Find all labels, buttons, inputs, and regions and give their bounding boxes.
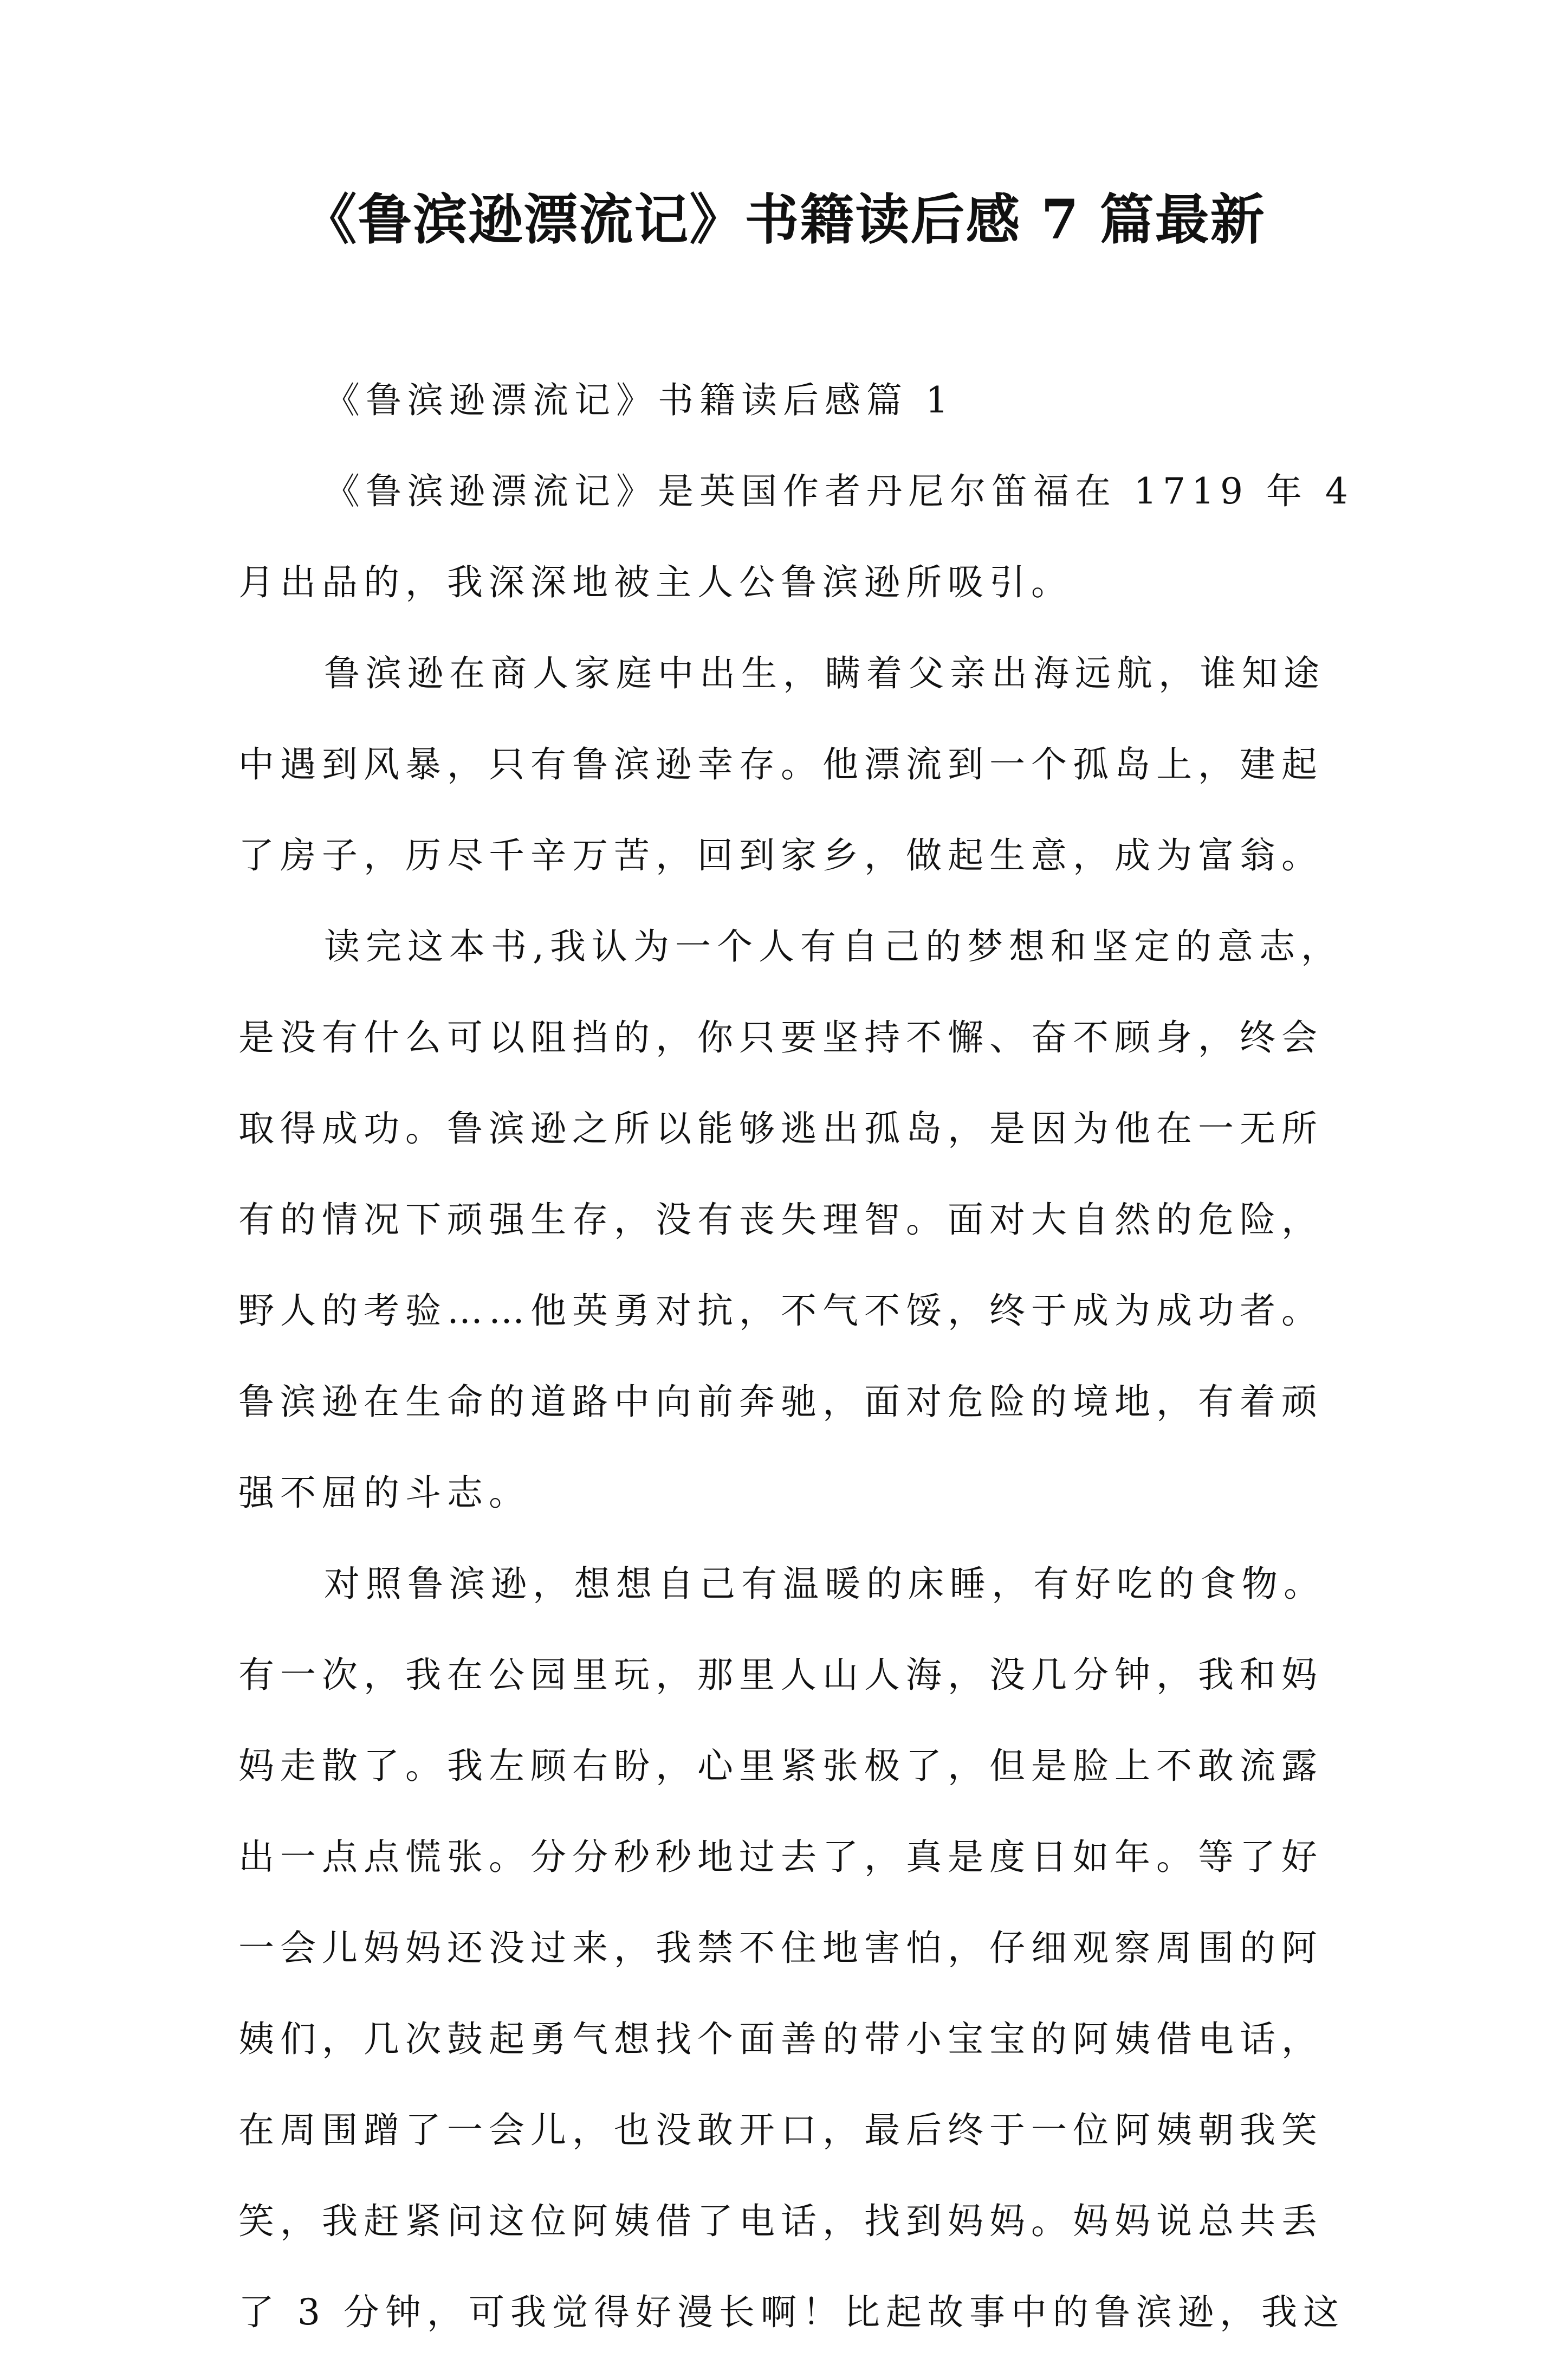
paragraph-line: 强不屈的斗志。 — [238, 1472, 530, 1514]
paragraph-line: 鲁滨逊在商人家庭中出生，瞒着父亲出海远航，谁知途 — [324, 653, 1325, 694]
paragraph-line: 《鲁滨逊漂流记》是英国作者丹尼尔笛福在 1719 年 4 — [324, 470, 1354, 512]
paragraph-line: 取得成功。鲁滨逊之所以能够逃出孤岛，是因为他在一无所 — [238, 1108, 1323, 1149]
paragraph-line: 有的情况下顽强生存，没有丧失理智。面对大自然的危险， — [238, 1199, 1323, 1241]
paragraph-line: 中遇到风暴，只有鲁滨逊幸存。他漂流到一个孤岛上，建起 — [238, 744, 1323, 785]
paragraph-line: 一会儿妈妈还没过来，我禁不住地害怕，仔细观察周围的阿 — [238, 1927, 1323, 1969]
paragraph-line: 姨们，几次鼓起勇气想找个面善的带小宝宝的阿姨借电话， — [238, 2018, 1323, 2060]
paragraph-line: 笑，我赶紧问这位阿姨借了电话，找到妈妈。妈妈说总共丢 — [238, 2200, 1323, 2242]
paragraph-line: 鲁滨逊在生命的道路中向前奔驰，面对危险的境地，有着顽 — [238, 1381, 1323, 1423]
paragraph-line: 读完这本书,我认为一个人有自己的梦想和坚定的意志， — [324, 926, 1343, 967]
paragraph-line: 了 3 分钟，可我觉得好漫长啊！比起故事中的鲁滨逊，我这 — [238, 2291, 1345, 2333]
paragraph-line: 是没有什么可以阻挡的，你只要坚持不懈、奋不顾身，终会 — [238, 1017, 1323, 1058]
paragraph-line: 出一点点慌张。分分秒秒地过去了，真是度日如年。等了好 — [238, 1836, 1323, 1878]
paragraph-line: 了房子，历尽千辛万苦，回到家乡，做起生意，成为富翁。 — [238, 835, 1323, 876]
paragraph-line: 对照鲁滨逊，想想自己有温暖的床睡，有好吃的食物。 — [324, 1563, 1325, 1605]
paragraph-line: 在周围蹭了一会儿，也没敢开口，最后终于一位阿姨朝我笑 — [238, 2109, 1323, 2151]
paragraph-line: 妈走散了。我左顾右盼，心里紧张极了，但是脸上不敢流露 — [238, 1745, 1323, 1787]
paragraph-line: 有一次，我在公园里玩，那里人山人海，没几分钟，我和妈 — [238, 1654, 1323, 1696]
document-body — [238, 355, 1354, 2358]
section-heading: 《鲁滨逊漂流记》书籍读后感篇 1 — [324, 379, 954, 421]
document-title: 《鲁滨逊漂流记》书籍读后感 7 篇最新 — [302, 188, 1266, 251]
paragraph-line: 月出品的，我深深地被主人公鲁滨逊所吸引。 — [238, 561, 1073, 603]
paragraph-line: 野人的考验……他英勇对抗，不气不馁，终于成为成功者。 — [238, 1290, 1323, 1332]
